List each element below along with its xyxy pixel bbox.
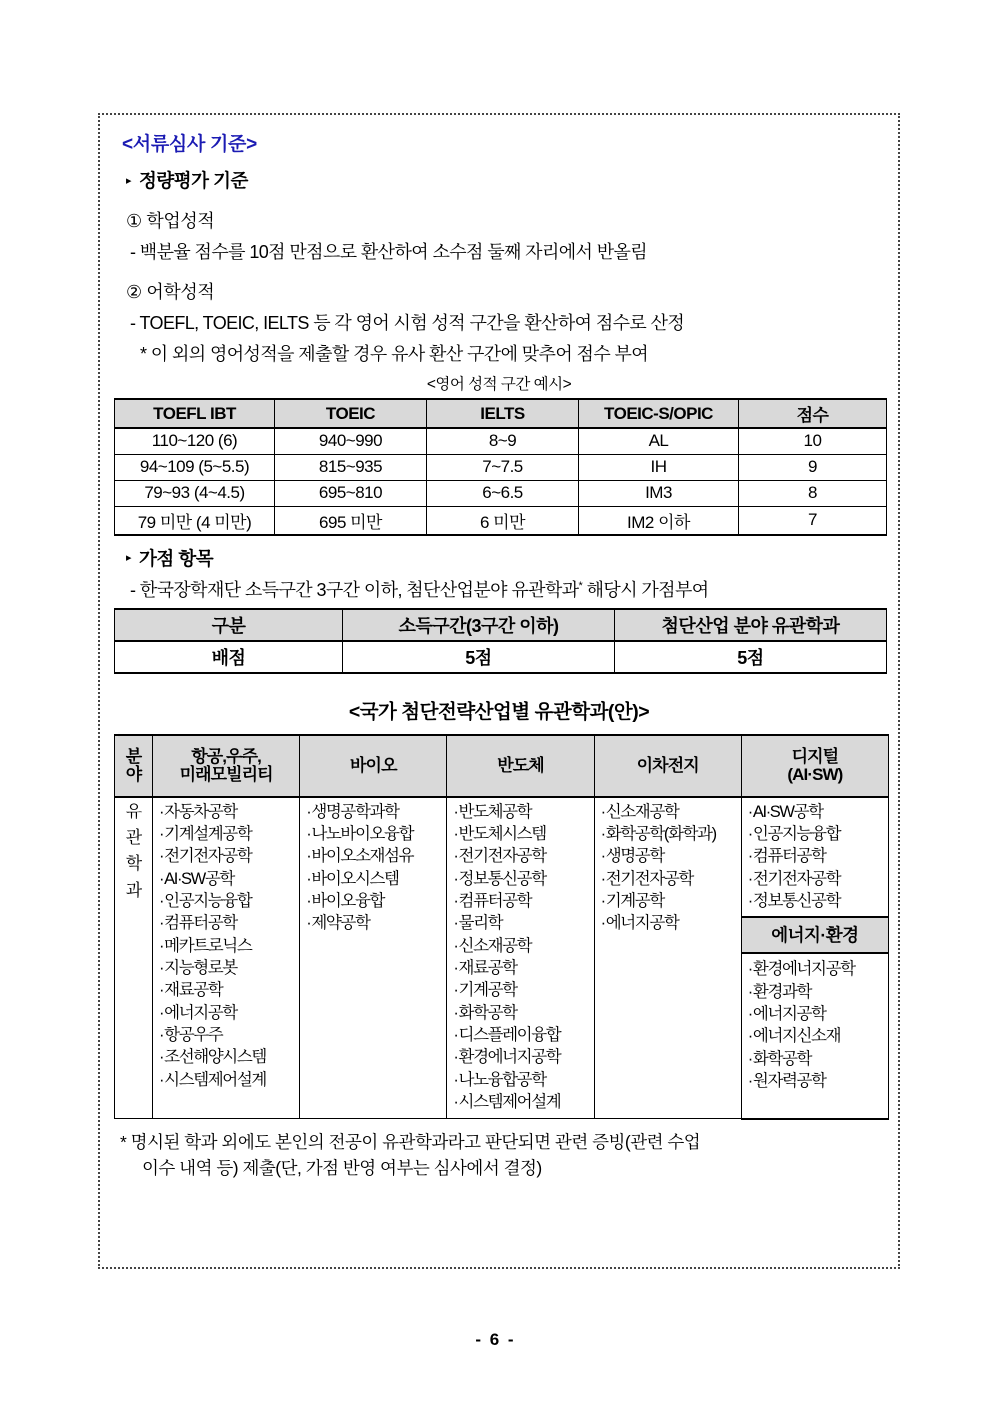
majors-list-energy-environment [748,958,886,1092]
list-item: · 정보통신공학 [748,890,886,912]
list-item: · 전기전자공학 [748,868,886,890]
cell-toeic: 695 미만 [275,506,427,535]
table-row [115,641,887,673]
list-item: · 제약공학 [306,912,444,934]
table-row [115,506,887,535]
cell-ielts: 6 미만 [427,506,579,535]
list-item: · 에너지신소재 [748,1025,886,1047]
col-header-line1: 디지털 [791,746,839,766]
list-item: · AI·SW공학 [748,801,886,823]
list-item: · 항공우주 [159,1024,297,1046]
list-item: · 기계공학 [453,979,591,1001]
majors-list-secondary-battery [601,801,739,935]
list-item: · 화학공학 [748,1048,886,1070]
list-item: · 반도체시스템 [453,823,591,845]
list-item: · 에너지공학 [159,1002,297,1024]
col-header-field-line2: 야 [125,764,142,784]
item2-label [126,278,884,304]
col-header-field-line1: 분 [125,746,142,766]
list-item: · 컴퓨터공학 [453,890,591,912]
table-row [115,480,887,506]
section-heading-bonus-label: 가점 항목 [139,547,214,569]
cell-toeic: 815~935 [275,454,427,480]
cell-opic: IM2 이하 [579,506,739,535]
list-item: · 지능형로봇 [159,957,297,979]
col-header-digital-ai-sw [741,735,888,797]
item1-label [126,207,884,233]
bonus-description [130,576,884,602]
english-score-table [114,398,887,536]
digital-block [742,798,888,1098]
table-header-row [115,399,887,428]
list-item: · 바이오시스템 [306,868,444,890]
list-item: · AI·SW공학 [159,868,297,890]
list-item: · 반도체공학 [453,801,591,823]
list-item: · 환경에너지공학 [453,1046,591,1068]
majors-list-semiconductor [453,801,591,1114]
list-item: · 에너지공학 [748,1003,886,1025]
row-label-char2: 관 [125,827,142,847]
energy-environment-majors-wrapper [742,954,888,1097]
col-header-line1: 이차전지 [636,755,699,775]
list-item: · 에너지공학 [601,912,739,934]
section-heading-quantitative [126,167,884,193]
cell-ielts: 7~7.5 [427,454,579,480]
triangle-bullet-icon: ▸ [126,174,132,187]
cell-opic: IM3 [579,480,739,506]
cell-toefl: 79~93 (4~4.5) [115,480,275,506]
list-item: · 전기전자공학 [453,845,591,867]
cell-majors-bio [300,797,447,1119]
col-header-toefl: TOEFL IBT [115,399,275,428]
table-row [115,454,887,480]
list-item: · 바이오소재섬유 [306,845,444,867]
list-item: · 신소재공학 [453,935,591,957]
list-item: · 기계설계공학 [159,823,297,845]
col-header-aerospace-mobility [153,735,300,797]
item1-title: 학업성적 [146,211,215,231]
list-item: · 생명공학 [601,845,739,867]
col-header-line2: (AI·SW) [787,764,843,784]
item1-number: ① [126,211,142,231]
item2-detail: - TOEFL, TOEIC, IELTS 등 각 영어 시험 성적 구간을 환산하여 점수로 산정 [130,313,685,333]
cell-majors-aerospace-mobility [153,797,300,1119]
list-item: · 재료공학 [453,957,591,979]
col-header-line1: 반도체 [497,755,544,775]
col-header-semiconductor [447,735,594,797]
subheader-energy-environment: 에너지·환경 [742,916,888,954]
col-header-line1: 항공,우주, [191,746,261,766]
list-item: · 시스템제어설계 [453,1091,591,1113]
list-item: · 시스템제어설계 [159,1069,297,1091]
col-header-line2: 미래모빌리티 [179,764,273,784]
table-row [115,797,889,1119]
document-page [98,113,900,1269]
list-item: · 신소재공학 [601,801,739,823]
list-item: · 환경에너지공학 [748,958,886,980]
list-item: · 나노바이오융합 [306,823,444,845]
list-item: · 환경과학 [748,981,886,1003]
footnote-marker-icon: * [578,579,583,592]
bonus-description-suffix: 해당시 가점부여 [582,579,709,600]
row-label-char4: 과 [125,880,142,900]
cell-toefl: 110~120 (6) [115,428,275,454]
list-item: · 원자력공학 [748,1070,886,1092]
cell-majors-secondary-battery [594,797,741,1119]
table-row [115,428,887,454]
col-header-field [115,735,153,797]
row-label-related-majors [115,797,153,1119]
majors-table-footnote [120,1129,884,1182]
cell-major-points: 5점 [615,641,887,673]
section-heading-quantitative-label: 정량평가 기준 [139,170,248,191]
majors-table [114,734,889,1120]
list-item: · 기계공학 [601,890,739,912]
list-item: · 재료공학 [159,979,297,1001]
list-item: · 생명공학과학 [306,801,444,823]
row-label-char3: 학 [125,854,142,874]
footnote-line2: 이수 내역 등) 제출(단, 가점 반영 여부는 심사에서 결정) [142,1158,542,1179]
page-title: <서류심사 기준> [122,134,257,155]
english-score-table-caption: <영어 성적 구간 예시> [426,376,572,393]
digital-majors-wrapper [742,798,888,917]
cell-opic: AL [579,428,739,454]
cell-allocation-label: 배점 [115,641,343,673]
cell-score: 10 [739,428,887,454]
cell-opic: IH [579,454,739,480]
col-header-secondary-battery [594,735,741,797]
col-header-bio [300,735,447,797]
bonus-description-text: - 한국장학재단 소득구간 3구간 이하, 첨단산업분야 유관학과 [130,579,579,600]
list-item: · 컴퓨터공학 [159,912,297,934]
cell-majors-semiconductor [447,797,594,1119]
col-header-ielts: IELTS [427,399,579,428]
bonus-score-table [114,608,887,674]
majors-list-bio [306,801,444,935]
col-header-toeic-s-opic: TOEIC-S/OPIC [579,399,739,428]
triangle-bullet-icon: ▸ [126,552,132,564]
list-item: · 정보통신공학 [453,868,591,890]
majors-list-digital-ai-sw [748,801,886,913]
cell-score: 8 [739,480,887,506]
majors-table-title: <국가 첨단전략산업별 유관학과(안)> [348,700,650,723]
col-header-toeic: TOEIC [275,399,427,428]
list-item: · 전기전자공학 [159,845,297,867]
list-item: · 화학공학(화학과) [601,823,739,845]
list-item: · 인공지능융합 [159,890,297,912]
cell-toefl: 79 미만 (4 미만) [115,506,275,535]
cell-toeic: 695~810 [275,480,427,506]
list-item: · 디스플레이융합 [453,1024,591,1046]
item2-note: * 이 외의 영어성적을 제출할 경우 유사 환산 구간에 맞추어 점수 부여 [140,344,649,364]
list-item: · 메카트로닉스 [159,935,297,957]
col-header-division: 구분 [115,609,343,641]
section-heading-bonus [126,545,884,571]
list-item: · 바이오융합 [306,890,444,912]
cell-ielts: 6~6.5 [427,480,579,506]
table-header-row [115,609,887,641]
cell-toefl: 94~109 (5~5.5) [115,454,275,480]
page-number: - 6 - [475,1330,516,1349]
list-item: · 나노융합공학 [453,1069,591,1091]
cell-score: 9 [739,454,887,480]
list-item: · 자동차공학 [159,801,297,823]
item2-number: ② [126,282,142,302]
cell-income-points: 5점 [343,641,615,673]
list-item: · 인공지능융합 [748,823,886,845]
list-item: · 화학공학 [453,1002,591,1024]
item2-title: 어학성적 [146,282,215,302]
col-header-advanced-industry-major: 첨단산업 분야 유관학과 [615,609,887,641]
list-item: · 컴퓨터공학 [748,845,886,867]
item1-detail: - 백분율 점수를 10점 만점으로 환산하여 소수점 둘째 자리에서 반올림 [130,242,648,262]
table-header-row [115,735,889,797]
cell-score: 7 [739,506,887,535]
cell-majors-digital-ai-sw [741,797,888,1119]
col-header-score: 점수 [739,399,887,428]
majors-list-aerospace-mobility [159,801,297,1091]
cell-ielts: 8~9 [427,428,579,454]
col-header-income-bracket: 소득구간(3구간 이하) [343,609,615,641]
footnote-line1: * 명시된 학과 외에도 본인의 전공이 유관학과라고 판단되면 관련 증빙(관련 수업 [120,1131,701,1152]
list-item: · 조선해양시스템 [159,1046,297,1068]
list-item: · 물리학 [453,912,591,934]
list-item: · 전기전자공학 [601,868,739,890]
row-label-char1: 유 [125,801,142,821]
cell-toeic: 940~990 [275,428,427,454]
col-header-line1: 바이오 [350,755,397,775]
